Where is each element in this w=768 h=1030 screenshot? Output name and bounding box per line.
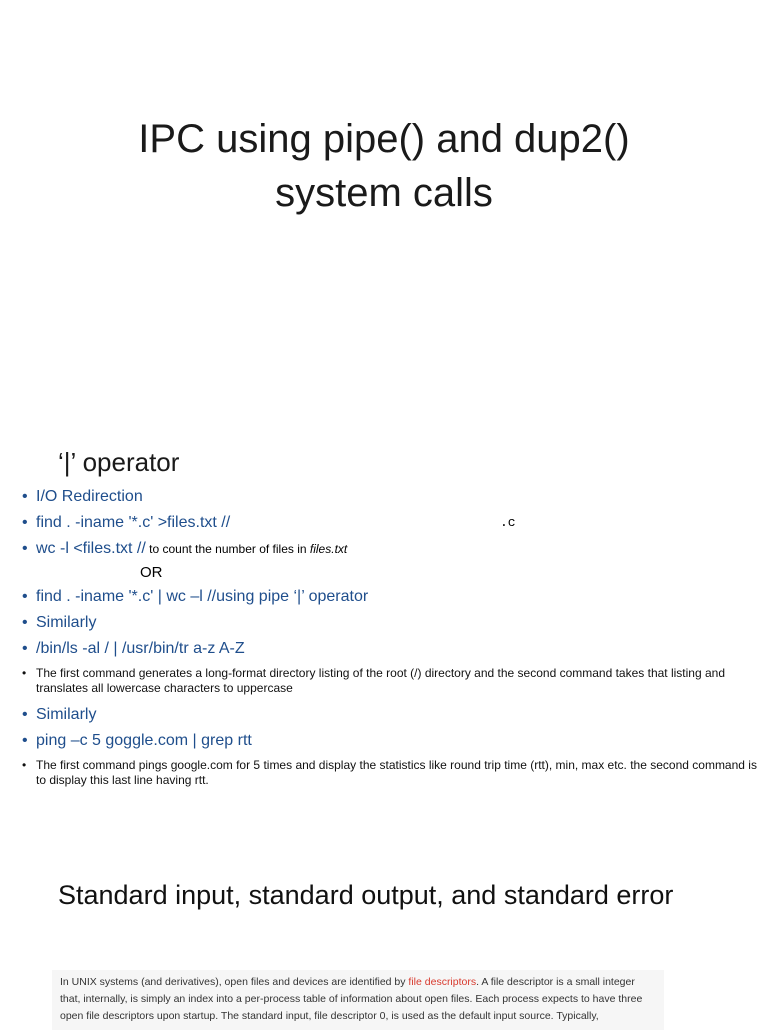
- wc-note-filename: files.txt: [309, 542, 348, 556]
- bullet-io-redirection: • I/O Redirection: [22, 484, 757, 510]
- file-descriptors-link[interactable]: file descriptors: [408, 976, 477, 988]
- bullet-list: [22, 484, 757, 794]
- slide-2-title: ‘|’ operator: [58, 447, 180, 477]
- wc-note: [146, 542, 347, 556]
- excerpt-part-1: In UNIX systems (and derivatives), open files and devices are identified by: [60, 976, 409, 988]
- title-line-2: system calls: [275, 171, 493, 215]
- excerpt-part-2: . A file descriptor is a small integer that, internally, is simply an index into a per-process table of information about open files. Each process expects to have three open file descriptors upon startup. The standard input, file descriptor 0, is used as the default input source. Typically,: [60, 976, 643, 1022]
- excerpt-image-text: [52, 970, 664, 1030]
- bullet-find-pipe: • find . -iname '*.c' | wc –l //using pipe ‘|’ operator: [22, 584, 757, 610]
- find-redirect-command: find . -iname '*.c' >files.txt //: [36, 514, 231, 531]
- or-separator: OR: [140, 564, 163, 581]
- slide-1: [0, 0, 768, 420]
- bullet-ping-description: • The first command pings google.com for 5 times and display the statistics like round trip time (rtt), min, max etc. the second command is to display this last line having rtt.: [22, 758, 757, 788]
- slide-3: [0, 850, 768, 1024]
- bullet-ls-pipe: • /bin/ls -al / | /usr/bin/tr a-z A-Z: [22, 636, 757, 662]
- slide-2: [0, 420, 768, 850]
- bullet-wc-redirect: [22, 536, 757, 562]
- slide-3-title: Standard input, standard output, and standard error: [58, 880, 674, 910]
- bullet-ping-pipe: • ping –c 5 goggle.com | grep rtt: [22, 728, 757, 754]
- wc-redirect-command: wc -l <files.txt //: [36, 540, 146, 557]
- bullet-similarly-2: • Similarly: [22, 702, 757, 728]
- bullet-similarly-1: • Similarly: [22, 610, 757, 636]
- title-line-1: IPC using pipe() and dup2(): [138, 117, 630, 161]
- slide-1-title: [0, 112, 768, 220]
- bullet-ls-description: • The first command generates a long-format directory listing of the root (/) directory and the second command takes that listing and translates all lowercase characters to uppercase: [22, 666, 757, 696]
- wc-note-prefix: to count the number of files in: [145, 542, 310, 556]
- bullet-find-redirect: [22, 510, 757, 536]
- find-redirect-note: .c: [500, 515, 516, 530]
